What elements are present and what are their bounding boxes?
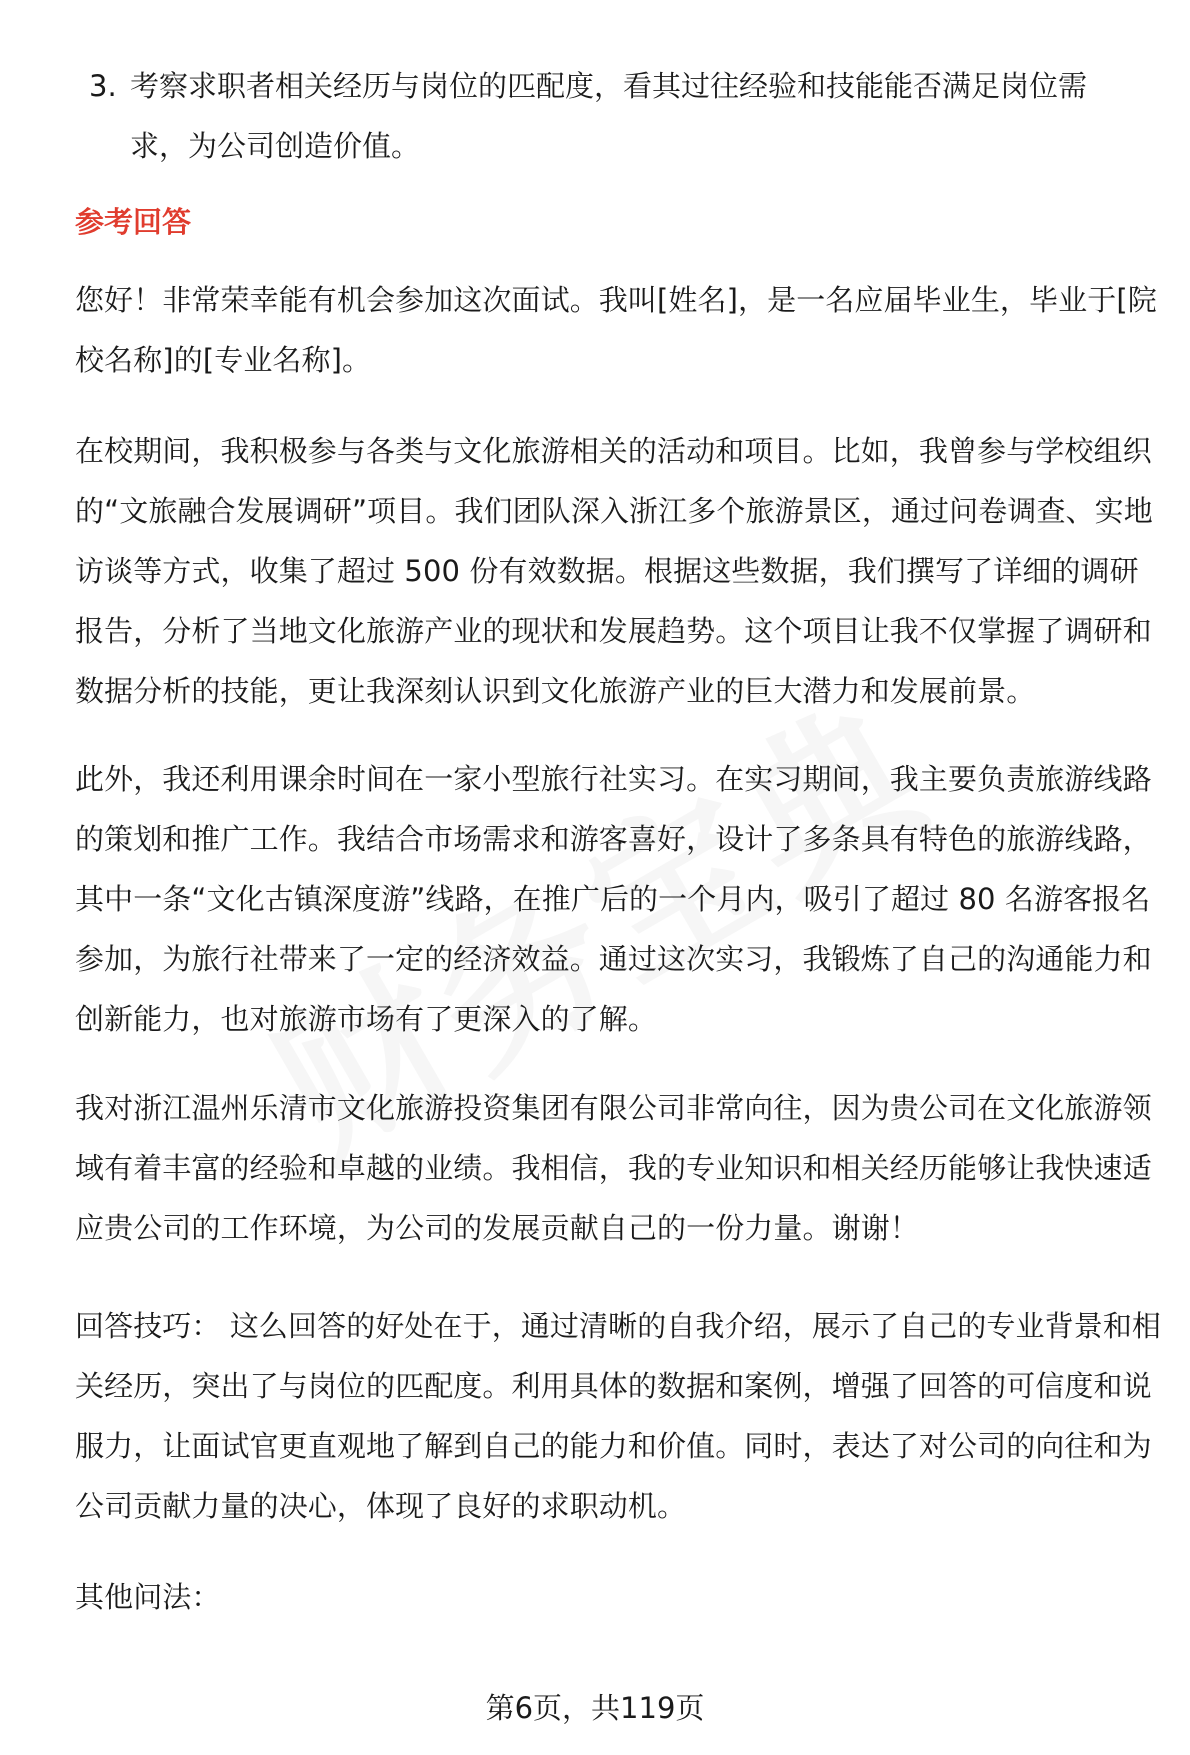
paragraph-company-motivation: 我对浙江温州乐清市文化旅游投资集团有限公司非常向往，因为贵公司在文化旅游领域有着丰富的经验和卓越的业绩。我相信，我的专业知识和相关经历能够让我快速适应贵公司的工作环境，为公司的发展贡献自己的一份力量。谢谢！ xyxy=(75,1091,1152,1245)
page-footer: 第6页，共119页 xyxy=(485,1691,705,1725)
paragraph-answer-tips: 回答技巧： 这么回答的好处在于，通过清晰的自我介绍，展示了自己的专业背景和相关经历，突出了与岗位的匹配度。利用具体的数据和案例，增强了回答的可信度和说服力，让面试官更直观地了解到自己的能力和价值。同时，表达了对公司的向往和为公司贡献力量的决心，体现了良好的求职动机。 xyxy=(75,1309,1162,1523)
section-title-reference-answer: 参考回答 xyxy=(75,205,192,239)
list-item-3 xyxy=(75,56,1135,176)
list-number: 3. xyxy=(89,69,117,103)
paragraph-school-experience: 在校期间，我积极参与各类与文化旅游相关的活动和项目。比如，我曾参与学校组织的“文旅融合发展调研”项目。我们团队深入浙江多个旅游景区，通过问卷调查、实地访谈等方式，收集了超过 500 份有效数据。根据这些数据，我们撰写了详细的调研报告，分析了当地文化旅游产业的现状和发展趋势。这个项目让我不仅掌握了调研和数据分析的技能，更让我深刻认识到文化旅游产业的巨大潜力和发展前景。 xyxy=(75,434,1153,708)
paragraph-internship: 此外，我还利用课余时间在一家小型旅行社实习。在实习期间，我主要负责旅游线路的策划和推广工作。我结合市场需求和游客喜好，设计了多条具有特色的旅游线路，其中一条“文化古镇深度游”线路，在推广后的一个月内，吸引了超过 80 名游客报名参加，为旅行社带来了一定的经济效益。通过这次实习，我锻炼了自己的沟通能力和创新能力，也对旅游市场有了更深入的了解。 xyxy=(75,762,1152,1036)
list-item-text: 考察求职者相关经历与岗位的匹配度，看其过往经验和技能能否满足岗位需求，为公司创造价值。 xyxy=(130,69,1088,163)
paragraph-intro: 您好！非常荣幸能有机会参加这次面试。我叫[姓名]，是一名应届毕业生，毕业于[院校名称]的[专业名称]。 xyxy=(75,283,1157,377)
paragraph-other-questions: 其他问法： xyxy=(75,1580,221,1614)
